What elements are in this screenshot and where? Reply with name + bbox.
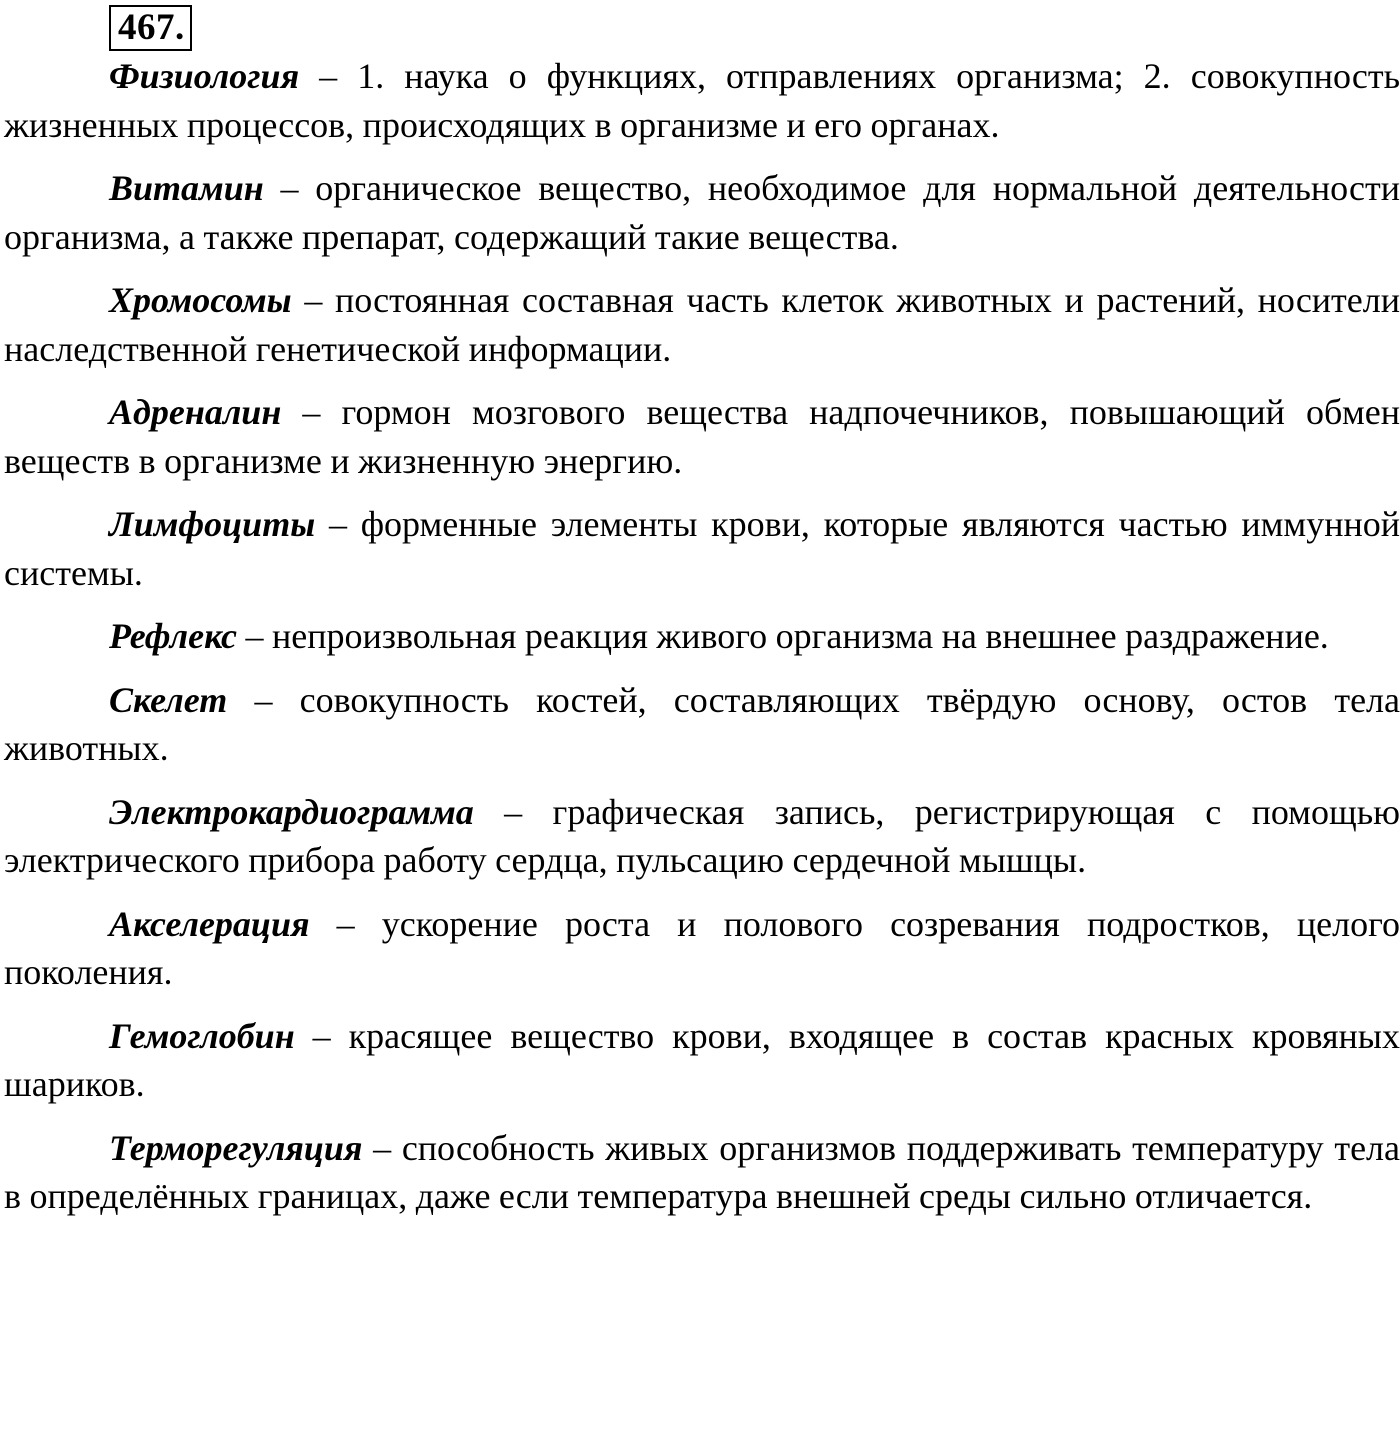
- glossary-entry: [4, 388, 1400, 485]
- glossary-entry: [4, 500, 1400, 597]
- entry-term: Терморегуляция: [109, 1127, 363, 1168]
- entry-definition: – 1. наука о функциях, отправлениях организма; 2. совокупность жизненных процессов, происходящих в организме и его органах.: [4, 56, 1400, 145]
- entry-term: Хромосомы: [109, 280, 292, 320]
- glossary-entry: [4, 676, 1400, 773]
- glossary-entry: [4, 164, 1400, 261]
- entry-term: Рефлекс: [109, 616, 237, 656]
- entry-definition: – ускорение роста и полового созревания подростков, целого поколения.: [4, 903, 1400, 992]
- glossary-entry: [4, 900, 1400, 997]
- entry-term: Электрокардиограмма: [109, 791, 474, 832]
- entry-definition: – способность живых организмов поддерживать температуру тела в определённых границах, даже если температура внешней среды сильно отличается.: [4, 1127, 1400, 1216]
- entry-term: Лимфоциты: [109, 504, 316, 544]
- entry-term: Акселерация: [109, 903, 310, 944]
- entry-term: Витамин: [109, 168, 264, 208]
- glossary-entry: [4, 52, 1400, 149]
- entry-definition: – графическая запись, регистрирующая с помощью электрического прибора работу сердца, пульсацию сердечной мышцы.: [4, 791, 1400, 880]
- glossary-entry: [4, 276, 1400, 373]
- task-number-box: 467.: [109, 5, 192, 51]
- glossary-entries: [4, 52, 1400, 1221]
- entry-term: Физиология: [109, 56, 300, 96]
- entry-definition: – форменные элементы крови, которые являются частью иммунной системы.: [4, 504, 1400, 593]
- entry-definition: – красящее вещество крови, входящее в состав красных кровяных шариков.: [4, 1015, 1400, 1104]
- entry-term: Гемоглобин: [109, 1015, 295, 1056]
- glossary-entry: [4, 1012, 1400, 1109]
- glossary-entry: [4, 612, 1400, 661]
- entry-term: Скелет: [109, 679, 228, 720]
- entry-definition: – органическое вещество, необходимое для нормальной деятельности организма, а также препарат, содержащий такие вещества.: [4, 168, 1400, 257]
- entry-definition: – непроизвольная реакция живого организма на внешнее раздражение.: [236, 616, 1329, 656]
- entry-term: Адреналин: [109, 392, 282, 432]
- glossary-entry: [4, 1124, 1400, 1221]
- entry-definition: – постоянная составная часть клеток животных и растений, носители наследственной генетической информации.: [4, 280, 1400, 369]
- entry-definition: – совокупность костей, составляющих твёрдую основу, остов тела животных.: [4, 679, 1400, 768]
- entry-definition: – гормон мозгового вещества надпочечников, повышающий обмен веществ в организме и жизненную энергию.: [4, 392, 1400, 481]
- glossary-entry: [4, 788, 1400, 885]
